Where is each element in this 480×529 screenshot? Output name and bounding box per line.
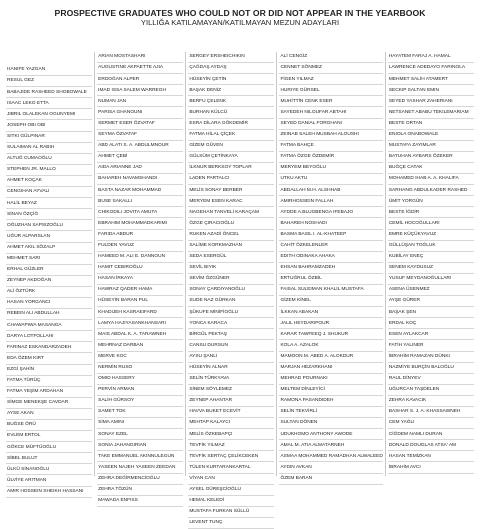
name-entry: AYSEL GÜREŞCİOĞLU bbox=[188, 485, 274, 496]
name-entry: AHMET ÇEBİ bbox=[97, 152, 183, 163]
name-entry: AUGUSTINE AKPAETTE AJIA bbox=[97, 63, 183, 74]
name-entry: MEHMET SARI bbox=[6, 254, 92, 265]
name-entry: NERMİN RUSO bbox=[97, 363, 183, 374]
name-entry: HAYATEM FARAJ A. HAMAL bbox=[388, 52, 474, 63]
name-entry: LAMYA HAJIYASANKHANSARI bbox=[97, 318, 183, 329]
names-list bbox=[6, 52, 92, 498]
name-entry: FATMA YEŞİM ARDAHAN bbox=[6, 387, 92, 398]
name-entry: SALİME KORKMAZHAN bbox=[188, 241, 274, 252]
name-entry: SEYED DANIAL FORGHANI bbox=[279, 119, 382, 130]
name-entry: BASMA BASIL I. AL-KHATEEP bbox=[279, 230, 382, 241]
name-entry: SEDA ESERGÜL bbox=[188, 252, 274, 263]
name-entry: REBEIN ALI ABDULLAH bbox=[6, 309, 92, 320]
name-entry: JOSEPH OBI OBI bbox=[6, 120, 92, 131]
name-entry: KUBİLAY ENEÇ bbox=[388, 252, 474, 263]
name-entry: CHIKODILI JOVITA AMUTA bbox=[97, 207, 183, 218]
name-entry: KARAR TAWFEEQ J. SHUKUR bbox=[279, 329, 382, 340]
name-entry: LEVENT TUNÇ bbox=[188, 518, 274, 529]
name-entry: MELİS ÖZKEBAPÇI bbox=[188, 429, 274, 440]
name-entry: AMIRHOSSEIN FALLAH bbox=[279, 196, 382, 207]
name-entry: ERHAL GÜZLER bbox=[6, 265, 92, 276]
name-entry: HEMAL KELEDİ bbox=[188, 496, 274, 507]
name-entry: NETSANET ABABU TEKILEMARIAM bbox=[388, 107, 474, 118]
name-entry: SULTAN DÖNEN bbox=[279, 418, 382, 429]
name-entry: ÇAĞDAŞ AYDAŞ bbox=[188, 63, 274, 74]
name-entry: ALTUĞ CUMAOĞLU bbox=[6, 154, 92, 165]
names-list bbox=[388, 52, 474, 474]
name-entry: ALİ CENGİZ bbox=[279, 52, 382, 63]
name-entry: UĞUR ALPARSLAN bbox=[6, 231, 92, 242]
name-entry: İBRAHİM RAMAZAN DÜNKI bbox=[388, 352, 474, 363]
name-entry: SEVİL BIYIK bbox=[188, 263, 274, 274]
name-entry: ZEHRA DEĞİRMENCİOĞLU bbox=[97, 474, 183, 485]
name-entry: VİYAN CAN bbox=[188, 474, 274, 485]
name-entry: UĞURCAN TAŞDELEN bbox=[388, 385, 474, 396]
name-entry: KOLA A. AZALOK bbox=[279, 340, 382, 351]
name-entry: AYSU ŞANLI bbox=[188, 352, 274, 363]
names-column-3 bbox=[185, 52, 276, 526]
name-entry: MAMOON M. ABED A. ALOKDUR bbox=[279, 352, 382, 363]
name-entry: SİMA AMINI bbox=[97, 418, 183, 429]
name-entry: AYŞE GÜRER bbox=[388, 296, 474, 307]
name-entry: İLKNUR BERKSOY TOPLAR bbox=[188, 163, 274, 174]
name-entry: STEPHEN JR. MALLO bbox=[6, 165, 92, 176]
name-entry: ÜLVİYE ARITMAN bbox=[6, 475, 92, 486]
name-entry: MUSTAFA ZAYIMLAR bbox=[388, 141, 474, 152]
name-entry: BAHAREH NAVAMSHANDI bbox=[97, 174, 183, 185]
name-entry: FİGEN YILMAZ bbox=[279, 74, 382, 85]
name-entry: MAWADA ENFISS bbox=[97, 496, 183, 507]
name-entry: UTKU AKTU bbox=[279, 174, 382, 185]
name-entry: AYSE AKAN bbox=[6, 409, 92, 420]
name-entry: MEHTAP KALAYCI bbox=[188, 418, 274, 429]
name-entry: KHADIJEH KASRAEIFARD bbox=[97, 307, 183, 318]
name-entry: EZGİ ŞAHİN bbox=[6, 365, 92, 376]
name-entry: JIBRIL OLALEKAN OGUNYEMI bbox=[6, 109, 92, 120]
name-entry: DARYA LOTFOLLAHI bbox=[6, 331, 92, 342]
name-entry: MERYEM BEYOĞLU bbox=[279, 163, 382, 174]
name-entry: JALIL HEYDARIPOUR bbox=[279, 318, 382, 329]
name-entry: ÖZEM BARAN bbox=[279, 474, 382, 485]
name-entry: BUSE SAKALLI bbox=[97, 196, 183, 207]
name-entry: BAHAREH NOSHADI bbox=[279, 218, 382, 229]
name-entry: SONAY ÇARDIYANOĞLU bbox=[188, 285, 274, 296]
name-entry: HASAN İRKAYA bbox=[97, 274, 183, 285]
name-entry: SENEM KAYDUSUZ bbox=[388, 263, 474, 274]
names-list bbox=[97, 52, 183, 507]
name-entry: ZEYNEP AHANTAR bbox=[188, 396, 274, 407]
name-entry: CAHİT ÖZKELENLER bbox=[279, 241, 382, 252]
name-entry: BAŞAK DENİZ bbox=[188, 85, 274, 96]
name-entry: SİNEM SÖYLEMEZ bbox=[188, 385, 274, 396]
page-heading bbox=[4, 0, 476, 27]
name-entry: ŞÜKUFE MİNİFİOĞLU bbox=[188, 307, 274, 318]
name-entry: AIDA ARIANNE JAD bbox=[97, 163, 183, 174]
name-entry: ESRA DİLARA GÖKDEMİR bbox=[188, 119, 274, 130]
name-entry: BASHAR S. J. A. KHASSAWNEH bbox=[388, 407, 474, 418]
name-entry: SONAY EZEL bbox=[97, 429, 183, 440]
name-entry: ISAAC LEKO ETTA bbox=[6, 98, 92, 109]
name-entry: SELİN TEKVİRLİ bbox=[279, 407, 382, 418]
name-entry: BUĞSE ÖRÜ bbox=[6, 420, 92, 431]
name-entry: ERDAL KOÇ bbox=[388, 318, 474, 329]
name-entry: SELİN TÜRKYAVA bbox=[188, 374, 274, 385]
name-entry: RUKEN AZADİ ÖNCEL bbox=[188, 230, 274, 241]
name-entry: FARIDA ABDUR bbox=[97, 230, 183, 241]
name-entry: FATMA BAHÇE bbox=[279, 141, 382, 152]
names-column-1 bbox=[4, 52, 94, 494]
name-entry: NAGEHAN TANVELİ KARAÇAM bbox=[188, 207, 274, 218]
name-entry: HÜSEYİN ALNAR bbox=[188, 363, 274, 374]
name-entry: AMIR HOSSEIN SHEIKH HASSANI bbox=[6, 487, 92, 498]
name-entry: MEHRAD POURNAKI bbox=[279, 374, 382, 385]
name-entry: FATMA HİLAL ÇİÇEK bbox=[188, 130, 274, 141]
name-entry: CHAWAPIWA MASANGA bbox=[6, 320, 92, 331]
name-entry: SULAIMAN AL RABIH bbox=[6, 143, 92, 154]
name-entry: RESUL GEZ bbox=[6, 76, 92, 87]
name-entry: MEHRNAZ DARBAN bbox=[97, 340, 183, 351]
name-entry: ZEYNEP AKDOĞAN bbox=[6, 276, 92, 287]
name-entry: HALİL BEYAZ bbox=[6, 198, 92, 209]
name-entry: BESTE ORTAN bbox=[388, 119, 474, 130]
name-entry: SALİH GÜRSOY bbox=[97, 396, 183, 407]
name-entry: MERVE KOC bbox=[97, 352, 183, 363]
name-entry: GÖKCE MÜFTÜOĞLU bbox=[6, 442, 92, 453]
name-entry: ASENA ÜSENMEZ bbox=[388, 285, 474, 296]
name-entry: EMRE KÜÇÜKYAVUZ bbox=[388, 230, 474, 241]
name-entry: CEMİL HOCOĞULLARI bbox=[388, 218, 474, 229]
name-entry: CİĞDEM NAMLI DURAN bbox=[388, 429, 474, 440]
names-column-2 bbox=[94, 52, 185, 504]
name-entry: YUSUF MEYDANOĞULLARI bbox=[388, 274, 474, 285]
name-entry: BATUHAN AYBARS ÖZEKER bbox=[388, 152, 474, 163]
name-entry: ERDOĞAN ALPER bbox=[97, 74, 183, 85]
name-entry: SEYED YASHAR ZAHERIANI bbox=[388, 96, 474, 107]
name-entry: UDUKHOMO ANTHONY AWODE bbox=[279, 429, 382, 440]
name-entry: HÜSEYİN ÇETİN bbox=[188, 74, 274, 85]
name-entry: IMAD ISSA SALEM WARREGH bbox=[97, 85, 183, 96]
name-entry: ABDALLAH M.H. ALSHHAB bbox=[279, 185, 382, 196]
name-entry: MEHMET SALİH ATAMERT bbox=[388, 74, 474, 85]
name-entry: SECKIP SALTAN EMIN bbox=[388, 85, 474, 96]
name-entry: LADEN PARTALCI bbox=[188, 174, 274, 185]
name-entry: SEVİM ÖZGÜNER bbox=[188, 274, 274, 285]
name-entry: RAUL DİNYEV bbox=[388, 374, 474, 385]
name-entry: FATİH YALINER bbox=[388, 340, 474, 351]
name-entry: MAIS ABDAL K. A. TARAWNEH bbox=[97, 329, 183, 340]
name-entry: ASMAA MOHAMMED RAMADHAN ALWALEED bbox=[279, 451, 382, 462]
name-entry: BURHAN KÜLCÜ bbox=[188, 107, 274, 118]
names-list bbox=[279, 52, 382, 485]
name-entry: İBRAHİM AVCI bbox=[388, 462, 474, 473]
name-entry: BUĞÇE CATAK bbox=[388, 163, 474, 174]
name-entry: BABAJIDE RASHEED SHOBOWALE bbox=[6, 87, 92, 98]
name-entry: BESTE İĞDİR bbox=[388, 207, 474, 218]
name-entry: ZEINAB SALEH MUSBAH ALOUSHI bbox=[279, 130, 382, 141]
page-subtitle: YILLIĞA KATILAMAYAN/KATILMAYAN MEZUN ADAYLARI bbox=[140, 18, 340, 27]
name-entry: BAŞAK ŞEN bbox=[388, 307, 474, 318]
name-entry: TEVFİK YILMAZ bbox=[188, 440, 274, 451]
name-entry: MERYEM ESEN KARAC bbox=[188, 196, 274, 207]
name-entry: HASAN YORGANCI bbox=[6, 298, 92, 309]
name-entry: ALİ ÖZTÜRK bbox=[6, 287, 92, 298]
name-entry: NUMAN JAN bbox=[97, 96, 183, 107]
name-entry: TÜLEN KURTARANKARTAL bbox=[188, 462, 274, 473]
name-entry: SERGEY ERSHEICHIKIN bbox=[188, 52, 274, 63]
name-entry: BASTA NAZAR MOHAMMAD bbox=[97, 185, 183, 196]
name-entry: ÜMİT YORGÜN bbox=[388, 196, 474, 207]
name-entry: ARIAN MOSTASHARI bbox=[97, 52, 183, 63]
name-entry: FULDEN YAVUZ bbox=[97, 241, 183, 252]
name-entry: MUSTAFA FURKAN SÜLLÜ bbox=[188, 507, 274, 518]
name-entry: YASEEN NAJEH YASEEN ZEEDAN bbox=[97, 462, 183, 473]
name-entry: MUHİTTİN CENK ESER bbox=[279, 96, 382, 107]
name-entry: FAISAL SULEIMAN KHALIL MUSTAFA bbox=[279, 285, 382, 296]
name-entry: CANSU DURSUN bbox=[188, 340, 274, 351]
name-entry: SAMET TOK bbox=[97, 407, 183, 418]
name-entry: BERFU ÇELENK bbox=[188, 96, 274, 107]
name-entry: EVLEM ERTOL bbox=[6, 431, 92, 442]
name-entry: SONIA JAHANGIRIAN bbox=[97, 440, 183, 451]
name-entry: AMAL M. ATIA ALMATARNEH bbox=[279, 440, 382, 451]
name-entry: OMID HASSERY bbox=[97, 374, 183, 385]
name-entry: TEVFİK SERTAÇ ÇELİKCEKEN bbox=[188, 451, 274, 462]
name-entry: MARJAN HEZARKHANI bbox=[279, 363, 382, 374]
name-entry: HURIYE GÜRSEL bbox=[279, 85, 382, 96]
name-entry: FARINAZ ESKANDARZADEH bbox=[6, 342, 92, 353]
name-entry: ZEHRA KAVACIK bbox=[388, 396, 474, 407]
name-entry: GÜLSÜM ÇETİNKAYA bbox=[188, 152, 274, 163]
name-entry: DONALD DOUGLAS ATSA' AM bbox=[388, 440, 474, 451]
name-entry: ZEHRA TÖZÜN bbox=[97, 485, 183, 496]
name-entry: SERMET ESER ÖZVATAF bbox=[97, 119, 183, 130]
page-title: PROSPECTIVE GRADUATES WHO COULD NOT OR DID NOT APPEAR IN THE YEARBOOK bbox=[54, 8, 426, 18]
name-entry: AYDDE A.BLUGBENGA IFEBAJO bbox=[279, 207, 382, 218]
name-entry: ENIOLA ONABOWALE bbox=[388, 130, 474, 141]
name-entry: ERTUĞRUL ÖZBİL bbox=[279, 274, 382, 285]
name-entry: HAMEED M. ALI E. DANNOUN bbox=[97, 252, 183, 263]
name-entry: NAZMİYE BURÇİN BALOĞLU bbox=[388, 363, 474, 374]
name-entry: PERVİN ARMAN bbox=[97, 385, 183, 396]
name-entry: YONCA KARACA bbox=[188, 318, 274, 329]
name-entry: SEYMA ÖZVATAF bbox=[97, 130, 183, 141]
name-entry: RAMONA PASANDIDEH bbox=[279, 396, 382, 407]
name-entry: İLKKAN ABAKAN bbox=[279, 307, 382, 318]
name-entry: GİZEM KİNEL bbox=[279, 296, 382, 307]
name-entry: EDITH ODINAKA AHAKA bbox=[279, 252, 382, 263]
name-entry: ESEN AYLAKCAR bbox=[388, 329, 474, 340]
name-entry: GİZEM GÜVEN bbox=[188, 141, 274, 152]
names-column-5 bbox=[385, 52, 476, 476]
name-entry: EBRAHIM MOHAMMADKARIMI bbox=[97, 218, 183, 229]
name-entry: TAKE EMMANUEL AKINNULEGUN bbox=[97, 451, 183, 462]
names-column-4 bbox=[276, 52, 384, 481]
name-entry: SARHANG ABDULKADER RASHED bbox=[388, 185, 474, 196]
name-entry: SİBEL BULUT bbox=[6, 453, 92, 464]
name-entry: MOHAMED IHAB A. A. KHALIFA bbox=[388, 174, 474, 185]
name-entry: EHSAN BAHRAMZADEH bbox=[279, 263, 382, 274]
name-entry: ÖZGE ÇIRACIOĞLU bbox=[188, 218, 274, 229]
names-list bbox=[188, 52, 274, 529]
name-entry: HAMIT CEBIROĞLU bbox=[97, 263, 183, 274]
name-entry: LAWRENCE ADEDAYO FARINOLA bbox=[388, 63, 474, 74]
name-entry: BİRGÜL PEKTAŞ bbox=[188, 329, 274, 340]
name-entry: HANIFE YAZGAN bbox=[6, 65, 92, 76]
name-entry: ÜLKÜ SİNANOĞLU bbox=[6, 464, 92, 475]
name-entry: OĞUZHAN SAPSIZOĞLU bbox=[6, 220, 92, 231]
name-entry: FATMA TÜRÜÇ bbox=[6, 376, 92, 387]
name-entry: ABD ALATI S. A. ABDULMNOUR bbox=[97, 141, 183, 152]
name-entry: FATMA ÖZGE ÖZDEMİR bbox=[279, 152, 382, 163]
name-entry: MELİS SONAY BERBER bbox=[188, 185, 274, 196]
name-entry: HÜSEYİN BARAN PUL bbox=[97, 296, 183, 307]
name-entry: SİNAN ÖZÇİĞ bbox=[6, 209, 92, 220]
name-entry: EDA ÖZEM KIRT bbox=[6, 353, 92, 364]
name-entry: AHMET AKIL SÖZALP bbox=[6, 243, 92, 254]
name-entry: CENNET SÖNMEZ bbox=[279, 63, 382, 74]
name-entry: SAYEDEH NILOUFAR ABTAHI bbox=[279, 107, 382, 118]
name-entry: MELTEM DİNLEYİCİ bbox=[279, 385, 382, 396]
name-entry: GÜLLÜŞAN TOĞLUK bbox=[388, 241, 474, 252]
name-entry: SİMGE MENEKŞE CAVDAR bbox=[6, 398, 92, 409]
names-columns bbox=[4, 52, 476, 526]
name-entry: CEM YAĞLI bbox=[388, 418, 474, 429]
name-entry: PARISA GHANOUNI bbox=[97, 107, 183, 118]
name-entry: SITKI GÜLPINAR bbox=[6, 132, 92, 143]
name-entry: SUDE NAZ GÜRKAN bbox=[188, 296, 274, 307]
name-entry: HAWRAZ QADER HAMA bbox=[97, 285, 183, 296]
name-entry: CENGIHAN AYVALI bbox=[6, 187, 92, 198]
name-entry: AHMET KOÇAK bbox=[6, 176, 92, 187]
name-entry: AYDIN AVKAN bbox=[279, 462, 382, 473]
name-entry: HAVVA BUKET ECEVİT bbox=[188, 407, 274, 418]
name-entry: HASAN TEMİZKAN bbox=[388, 451, 474, 462]
